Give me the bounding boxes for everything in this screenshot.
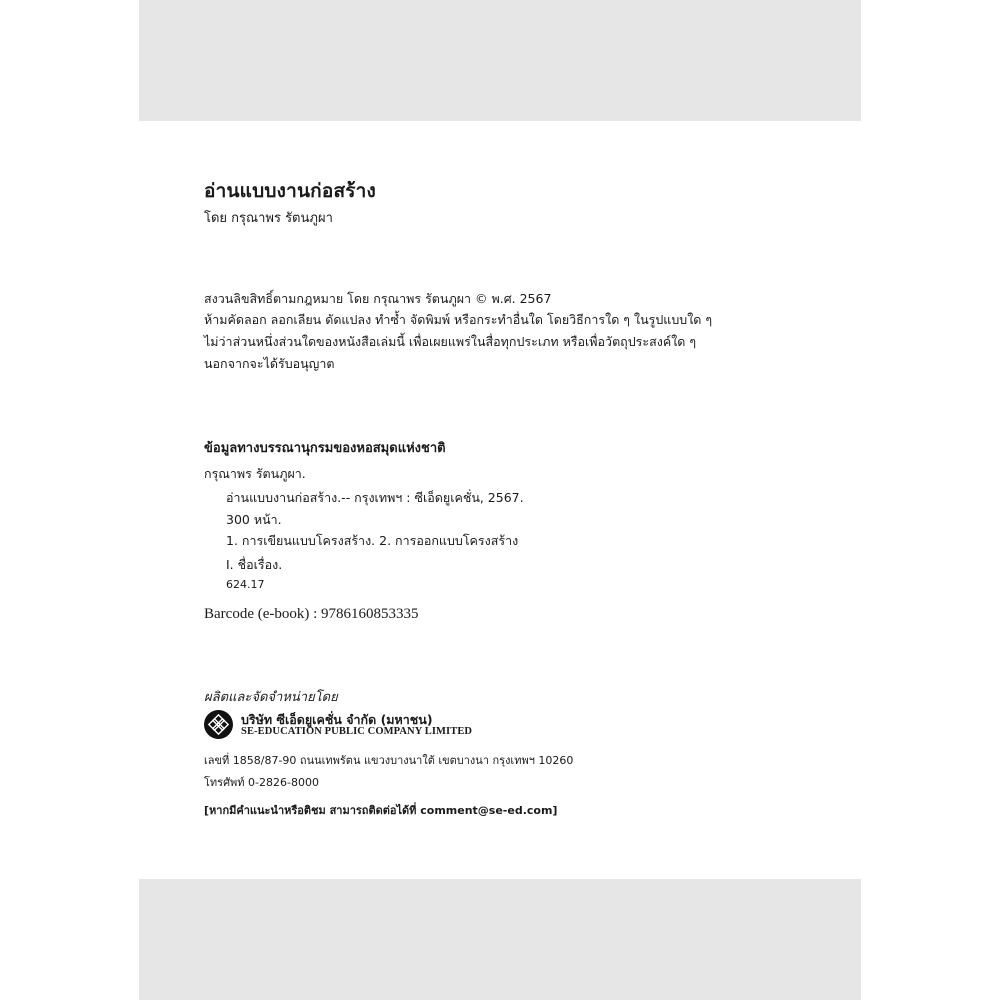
- book-title: อ่านแบบงานก่อสร้าง: [204, 180, 377, 202]
- publisher-name-thai: บริษัท ซีเอ็ดยูเคชั่น จำกัด (มหาชน): [241, 712, 433, 727]
- se-ed-logo-icon: [204, 710, 233, 739]
- book-author: โดย กรุณาพร รัตนภูผา: [204, 211, 333, 226]
- cip-added-entry: I. ชื่อเรื่อง.: [226, 557, 283, 572]
- top-gray-band: [139, 0, 861, 121]
- cip-call-number: 624.17: [226, 578, 265, 591]
- cip-title-line: อ่านแบบงานก่อสร้าง.-- กรุงเทพฯ : ซีเอ็ดยูเคชั่น, 2567.: [226, 490, 524, 505]
- copyright-line: ไม่ว่าส่วนหนึ่งส่วนใดของหนังสือเล่มนี้ เพื่อเผยแพร่ในสื่อทุกประเภท หรือเพื่อวัตถุประสงค์ใด ๆ: [204, 334, 697, 349]
- publisher-phone: โทรศัพท์ 0-2826-8000: [204, 776, 319, 789]
- publisher-name-english: SE-EDUCATION PUBLIC COMPANY LIMITED: [241, 726, 473, 737]
- publisher-address: เลขที่ 1858/87-90 ถนนเทพรัตน แขวงบางนาใต้ เขตบางนา กรุงเทพฯ 10260: [204, 754, 574, 767]
- cip-heading: ข้อมูลทางบรรณานุกรมของหอสมุดแห่งชาติ: [204, 441, 446, 456]
- copyright-line: สงวนลิขสิทธิ์ตามกฎหมาย โดย กรุณาพร รัตนภูผา © พ.ศ. 2567: [204, 291, 552, 306]
- copyright-line: ห้ามคัดลอก ลอกเลียน ดัดแปลง ทำซ้ำ จัดพิมพ์ หรือกระทำอื่นใด โดยวิธีการใด ๆ ในรูปแบบใด ๆ: [204, 312, 713, 327]
- barcode-isbn: Barcode (e-book) : 9786160853335: [204, 606, 419, 622]
- cip-subjects: 1. การเขียนแบบโครงสร้าง. 2. การออกแบบโครงสร้าง: [226, 533, 519, 548]
- copyright-line: นอกจากจะได้รับอนุญาต: [204, 356, 335, 371]
- bottom-gray-band: [139, 879, 861, 1000]
- distributed-by-label: ผลิตและจัดจำหน่ายโดย: [204, 690, 338, 705]
- cip-main-entry: กรุณาพร รัตนภูผา.: [204, 466, 306, 481]
- cip-pages: 300 หน้า.: [226, 512, 282, 527]
- feedback-contact: [หากมีคำแนะนำหรือติชม สามารถติดต่อได้ที่ comment@se-ed.com]: [204, 804, 558, 817]
